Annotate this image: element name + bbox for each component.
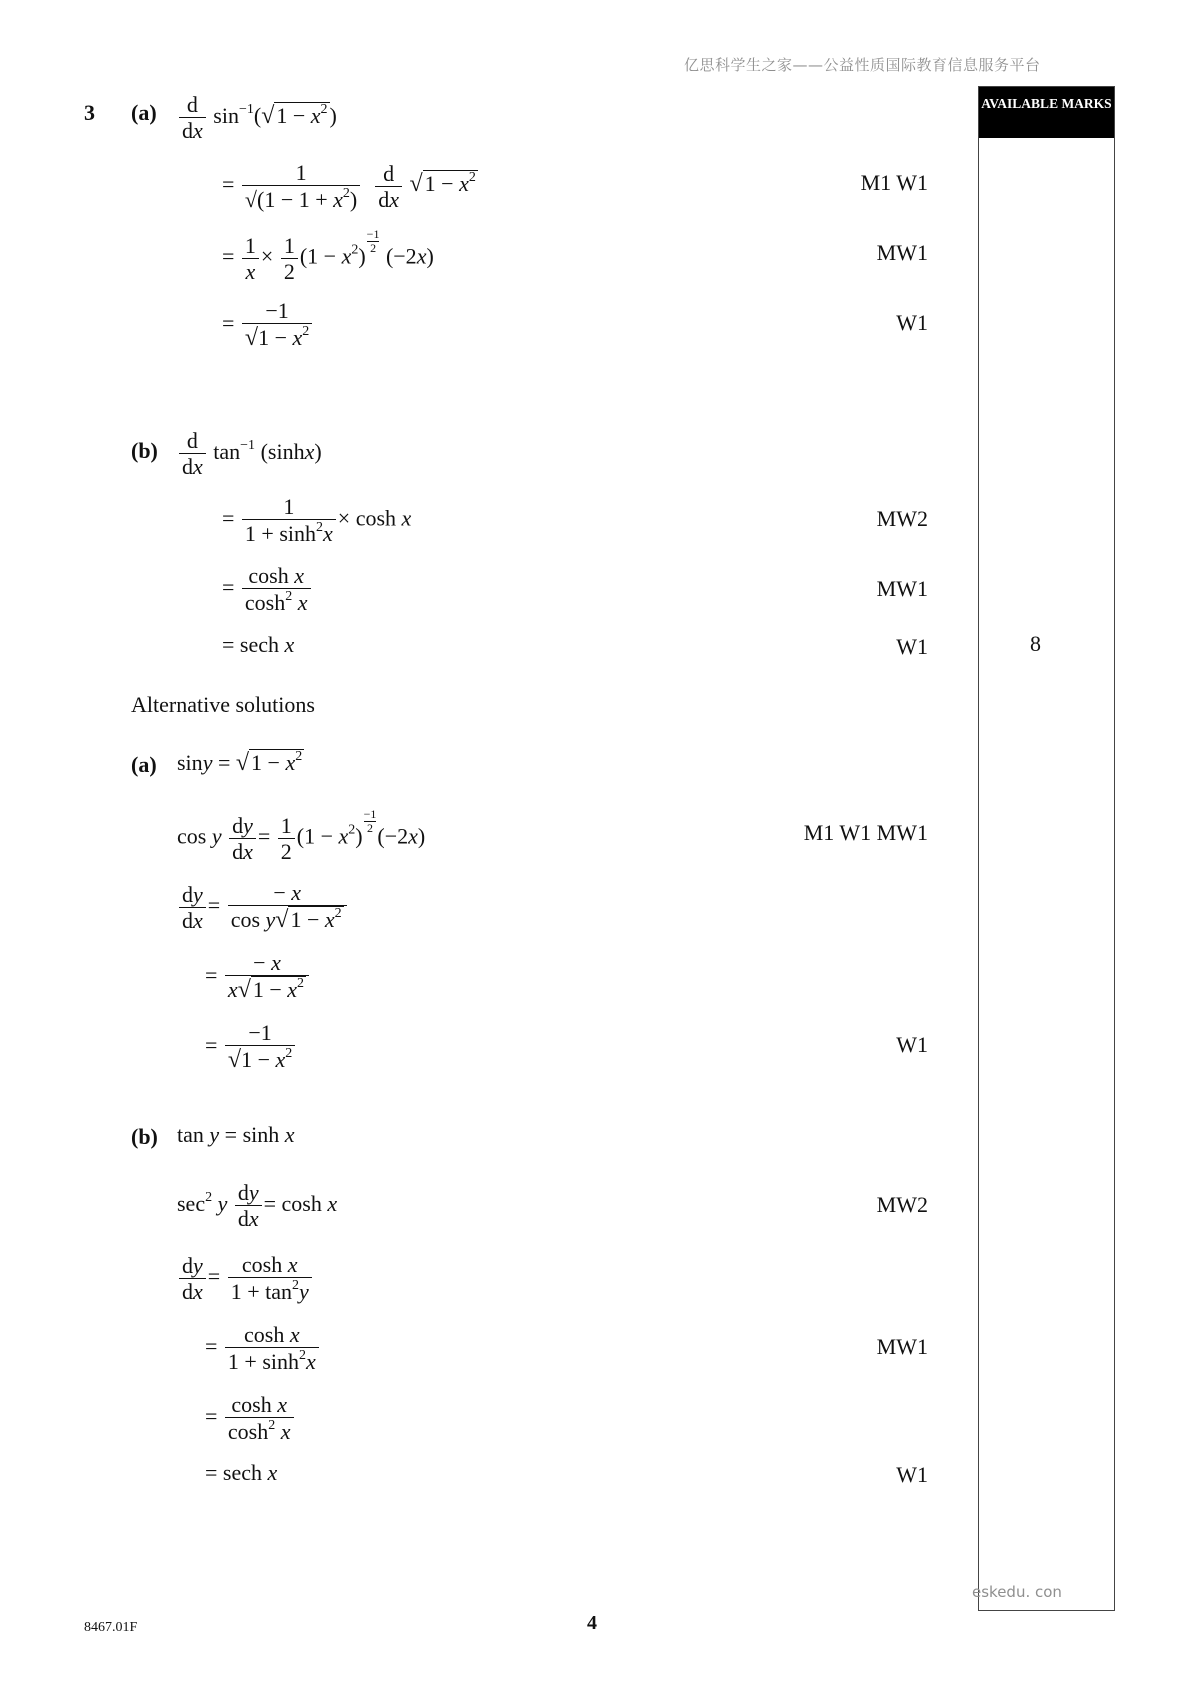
alt-b-step-5: = $\frac{\text{cosh x}}{\cosh^2 x}$ (205, 1392, 296, 1445)
paper-code: 8467.01F (84, 1620, 138, 1635)
part-b-step-3-mark: W1 (896, 634, 928, 659)
question-number: 3 (84, 100, 95, 125)
part-a-step-3: = $\frac{-1}{√1 - x^2}$ (222, 298, 314, 353)
alt-a-step-2: cos y $\frac{dy}{dx}$ = $\frac{1}{2}$ $(1 - x^2)$ $\frac{-1}{2}$ (−2x) (177, 807, 426, 865)
alt-b-step-6-mark: W1 (896, 1462, 928, 1487)
part-b-expression: $\frac{d}{dx}$ $\tan^{-1} (\sinh x)$ (177, 428, 322, 480)
alt-a-step-2-mark: M1 W1 MW1 (803, 820, 928, 845)
part-a-expression: $\frac{d}{dx}$ $\sin^{-1}(√1 - x^2)$ (177, 92, 337, 144)
part-b-label: (b) (131, 438, 158, 463)
alternative-heading: Alternative solutions (131, 692, 315, 717)
alt-b-step-4: = $\frac{\text{cosh x}}{1 + \sinh^2x}$ (205, 1322, 321, 1375)
alt-part-a-label: (a) (131, 752, 157, 777)
part-a-step-2-mark: MW1 (876, 240, 928, 265)
alt-b-step-1: tan y = sinh x (177, 1122, 295, 1147)
alt-part-b-label: (b) (131, 1124, 158, 1149)
marks-column (978, 86, 1115, 1611)
part-b-step-2: = $\frac{\text{cosh x}}{\cosh^2 x}$ (222, 563, 313, 616)
alt-b-step-2: $\sec^2 y$ $\frac{dy}{dx}$ = cosh x (177, 1180, 338, 1232)
part-a-step-1-mark: M1 W1 (860, 170, 928, 195)
part-a-step-3-mark: W1 (896, 310, 928, 335)
alt-b-step-6: = sech x (205, 1460, 278, 1485)
alt-b-step-2-mark: MW2 (876, 1192, 928, 1217)
alt-b-step-4-mark: MW1 (876, 1334, 928, 1359)
header-watermark: 亿思科学生之家——公益性质国际教育信息服务平台 (684, 56, 1041, 74)
alt-a-step-3: $\frac{dy}{dx}$ = $\frac{- x}{\cos y√1 - x^2}$ (177, 880, 349, 935)
part-a-step-1: = $\frac{1}{√(1 - 1 + x^2)}$ $\frac{d}{dx}$ $√1 - x^2$ (222, 160, 476, 213)
part-b-step-1: = $\frac{1}{1 + \sinh^2x}$ × cosh x (222, 494, 412, 547)
alt-a-step-1: $\sin y = √1 - x^2$ (177, 749, 303, 776)
alt-b-step-3: $\frac{dy}{dx}$ = $\frac{\text{cosh x}}{1 + \tan^2y}$ (177, 1252, 314, 1305)
marks-total: 8 (1030, 631, 1041, 656)
page-number: 4 (587, 1612, 597, 1634)
part-a-label: (a) (131, 100, 157, 125)
part-b-step-1-mark: MW2 (876, 506, 928, 531)
part-a-step-2: = $\frac{1}{x}$ × $\frac{1}{2}$ $(1 - x^2)$ $\frac{-1}{2}$ (−2x) (222, 227, 434, 285)
alt-a-step-4: = $\frac{- x}{x√1 - x^2}$ (205, 950, 311, 1005)
alt-a-step-5-mark: W1 (896, 1032, 928, 1057)
part-b-step-3: = sech x (222, 632, 295, 657)
site-watermark: eskedu. con (972, 1583, 1062, 1601)
part-b-step-2-mark: MW1 (876, 576, 928, 601)
alt-a-step-5: = $\frac{-1}{√1 - x^2}$ (205, 1020, 297, 1075)
available-marks-heading: AVAILABLE MARKS (979, 87, 1114, 138)
